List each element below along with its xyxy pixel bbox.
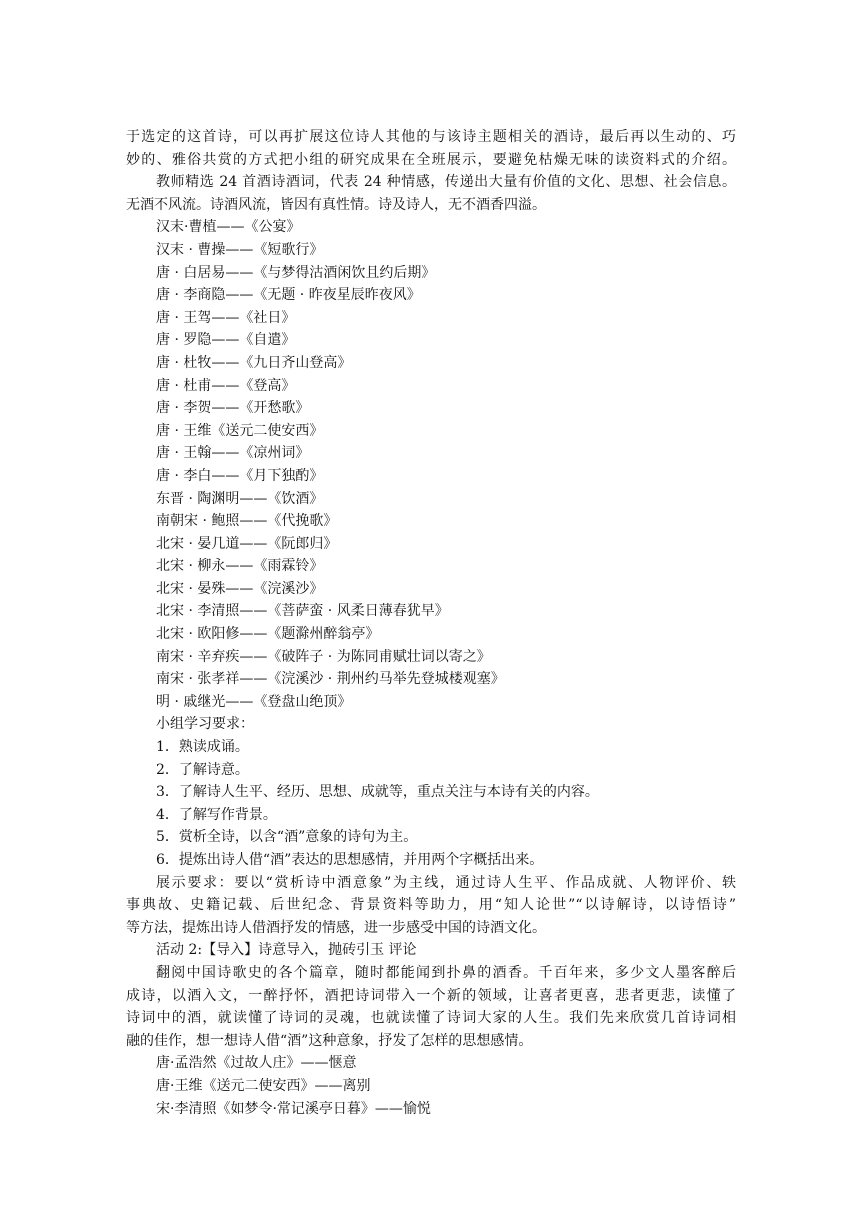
document-page xyxy=(126,126,736,1120)
poem-item: 明 · 戚继光——《登盘山绝顶》 xyxy=(156,693,352,710)
display-line-2: 事典故、史籍记载、后世纪念、背景资料等助力，用“知人论世”“以诗解诗，以诗悟诗” xyxy=(126,897,736,914)
poem-item: 唐 · 李白——《月下独酌》 xyxy=(156,467,324,484)
example-list xyxy=(126,1052,736,1120)
requirement-item: 3．了解诗人生平、经历、思想、成就等，重点关注与本诗有关的内容。 xyxy=(156,784,599,801)
poem-item: 南宋 · 张孝祥——《浣溪沙 · 荆州约马举先登城楼观塞》 xyxy=(156,671,505,688)
poem-item: 唐 · 王驾——《社日》 xyxy=(156,309,296,326)
poem-item: 唐 · 罗隐——《自遣》 xyxy=(156,332,296,349)
activity-2-line-4: 融的佳作，想一想诗人借“酒”这种意象，抒发了怎样的思想感情。 xyxy=(126,1032,533,1049)
example-item: 唐·王维《送元二使安西》——离别 xyxy=(156,1077,371,1094)
intro-line-1: 于选定的这首诗，可以再扩展这位诗人其他的与该诗主题相关的酒诗，最后再以生动的、巧 xyxy=(126,129,736,145)
intro-line-2: 妙的、雅俗共赏的方式把小组的研究成果在全班展示，要避免枯燥无味的读资料式的介绍。 xyxy=(126,151,736,168)
teacher-line-2: 无酒不风流。诗酒风流，皆因有真性情。诗及诗人，无不酒香四溢。 xyxy=(126,196,546,213)
teacher-line-1: 教师精选 24 首酒诗酒词，代表 24 种情感，传递出大量有价值的文化、思想、社会信息。 xyxy=(156,174,736,191)
requirements-title: 小组学习要求： xyxy=(156,716,254,733)
poem-item: 北宋 · 晏几道——《阮郎归》 xyxy=(156,535,338,552)
display-line-1: 展示要求：要以“赏析诗中酒意象”为主线，通过诗人生平、作品成就、人物评价、轶 xyxy=(156,874,736,891)
poem-item: 唐 · 杜牧——《九日齐山登高》 xyxy=(156,354,352,371)
poem-item: 东晋 · 陶渊明——《饮酒》 xyxy=(156,490,324,507)
poem-item: 汉末 · 曹操——《短歌行》 xyxy=(156,241,324,258)
display-line-3: 等方法，提炼出诗人借酒抒发的情感，进一步感受中国的诗酒文化。 xyxy=(126,919,546,936)
poem-item: 唐 · 白居易——《与梦得沽酒闲饮且约后期》 xyxy=(156,264,436,281)
requirement-item: 5．赏析全诗，以含“酒”意象的诗句为主。 xyxy=(156,829,418,846)
poem-item: 北宋 · 柳永——《雨霖铃》 xyxy=(156,558,324,575)
poem-item: 南宋 · 辛弃疾——《破阵子 · 为陈同甫赋壮词以寄之》 xyxy=(156,648,491,665)
poem-item: 唐 · 李贺——《开愁歌》 xyxy=(156,400,310,417)
activity-2-title: 活动 2:【导入】诗意导入，抛砖引玉 评论 xyxy=(156,942,417,959)
poem-item: 北宋 · 晏殊——《浣溪沙》 xyxy=(156,580,324,597)
requirement-item: 6．提炼出诗人借“酒”表达的思想感情，并用两个字概括出来。 xyxy=(156,852,544,868)
poem-item: 唐 · 王维《送元二使安西》 xyxy=(156,422,324,439)
activity-2-line-1: 翻阅中国诗歌史的各个篇章，随时都能闻到扑鼻的酒香。千百年来，多少文人墨客醉后 xyxy=(156,964,736,981)
poem-item: 汉末·曹植——《公宴》 xyxy=(156,219,301,236)
poem-item: 唐 · 王翰——《凉州词》 xyxy=(156,445,310,462)
activity-2-line-3: 诗词中的酒，就读懂了诗词的灵魂，也就读懂了诗词大家的人生。我们先来欣赏几首诗词相 xyxy=(126,1010,736,1027)
activity-2-line-2: 成诗，以酒入文，一醉抒怀，酒把诗词带入一个新的领域，让喜者更喜，悲者更悲，读懂了 xyxy=(126,987,736,1004)
requirement-item: 4．了解写作背景。 xyxy=(156,806,277,823)
poem-item: 唐 · 杜甫——《登高》 xyxy=(156,377,296,394)
example-item: 宋·李清照《如梦令·常记溪亭日暮》——愉悦 xyxy=(156,1100,431,1117)
requirement-item: 2．了解诗意。 xyxy=(156,761,249,778)
poem-item: 北宋 · 欧阳修——《题滁州醉翁亭》 xyxy=(156,626,380,643)
example-item: 唐·孟浩然《过故人庄》——惬意 xyxy=(156,1055,357,1072)
poem-item: 北宋 · 李清照——《菩萨蛮 · 风柔日薄春犹早》 xyxy=(156,603,449,620)
requirement-item: 1．熟读成诵。 xyxy=(156,739,249,756)
poem-list xyxy=(126,216,736,713)
requirements-list xyxy=(126,736,736,872)
poem-item: 南朝宋 · 鲍照——《代挽歌》 xyxy=(156,513,338,530)
poem-item: 唐 · 李商隐——《无题 · 昨夜星辰昨夜风》 xyxy=(156,287,421,304)
